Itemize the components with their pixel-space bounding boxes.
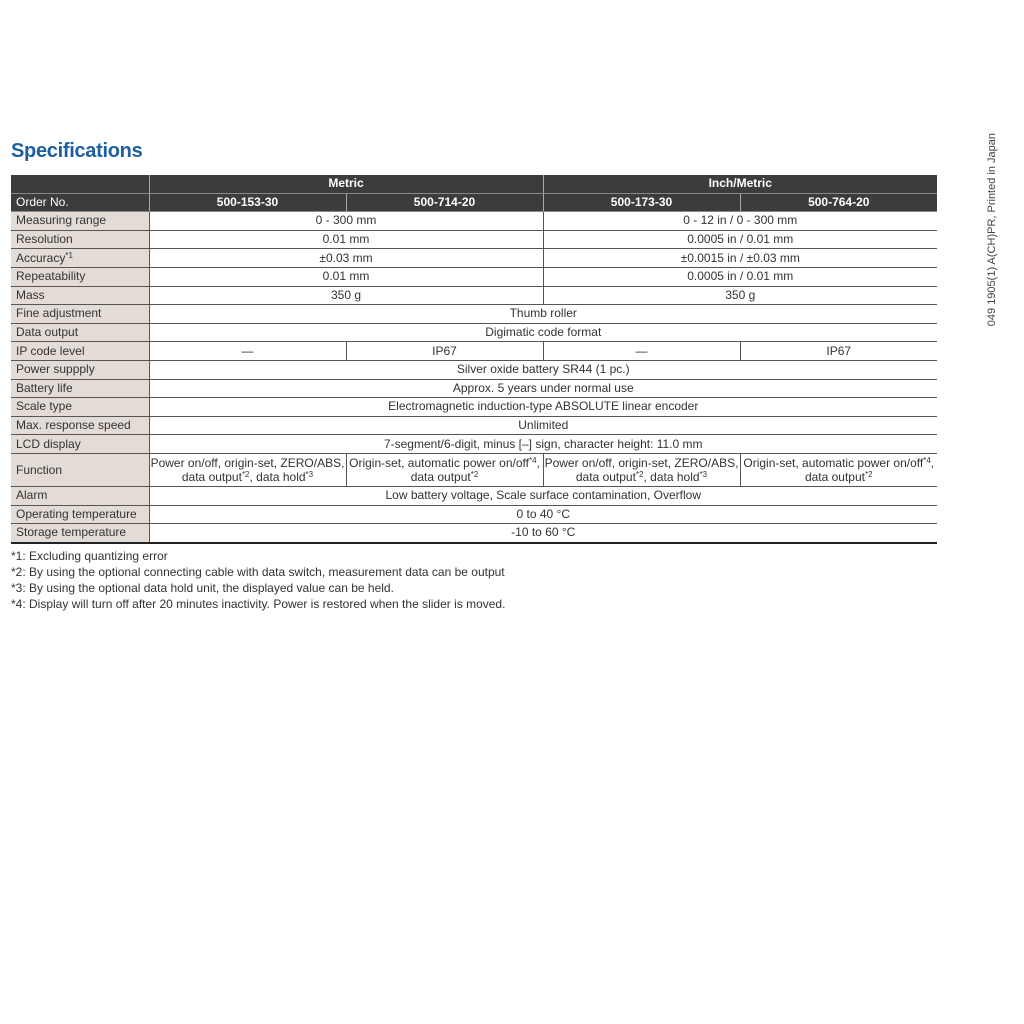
row-value: IP67 — [740, 342, 937, 361]
footnote-ref: *2 — [470, 469, 479, 479]
row-value: Unlimited — [149, 416, 937, 435]
row-value: Approx. 5 years under normal use — [149, 379, 937, 398]
footnote-ref: *4 — [528, 455, 537, 465]
row-label: Alarm — [11, 486, 149, 505]
row-value: Silver oxide battery SR44 (1 pc.) — [149, 360, 937, 379]
table-row — [11, 323, 937, 342]
row-value: 0 to 40 °C — [149, 505, 937, 524]
row-label: Repeatability — [11, 267, 149, 286]
row-value: Electromagnetic induction-type ABSOLUTE linear encoder — [149, 398, 937, 417]
footnote: *1: Excluding quantizing error — [11, 549, 168, 563]
row-value: -10 to 60 °C — [149, 524, 937, 543]
row-value: Low battery voltage, Scale surface contamination, Overflow — [149, 486, 937, 505]
function-text: data output — [804, 469, 865, 484]
footnote-ref: *2 — [635, 469, 644, 479]
function-text: , — [930, 455, 935, 470]
footnote: *4: Display will turn off after 20 minutes inactivity. Power is restored when the slider is moved. — [11, 597, 506, 611]
row-value: 7-segment/6-digit, minus [–] sign, character height: 11.0 mm — [149, 435, 937, 454]
function-text: data output — [181, 469, 242, 484]
function-text: Origin-set, automatic power on/off — [743, 455, 924, 470]
header-metric: Metric — [149, 175, 543, 193]
table-row — [11, 212, 937, 231]
row-value: 0.0005 in / 0.01 mm — [543, 267, 937, 286]
page-title: Specifications — [11, 140, 143, 162]
row-value: 0.0005 in / 0.01 mm — [543, 230, 937, 249]
function-cell — [149, 453, 346, 486]
row-label: Measuring range — [11, 212, 149, 231]
row-label — [11, 249, 149, 268]
row-label-text: Accuracy — [16, 250, 66, 265]
row-value: 0.01 mm — [149, 267, 543, 286]
row-label: Data output — [11, 323, 149, 342]
footnote: *2: By using the optional connecting cable with data switch, measurement data can be output — [11, 565, 505, 579]
row-value: 350 g — [543, 286, 937, 305]
row-label: Fine adjustment — [11, 305, 149, 324]
footnote-ref: *4 — [923, 455, 931, 465]
row-label: LCD display — [11, 435, 149, 454]
table-row — [11, 230, 937, 249]
table-row — [11, 286, 937, 305]
row-value: 0.01 mm — [149, 230, 543, 249]
function-text: , data hold — [643, 469, 700, 484]
row-label: Function — [11, 453, 149, 486]
row-label: Scale type — [11, 398, 149, 417]
table-row — [11, 505, 937, 524]
function-text: , — [536, 455, 540, 470]
function-text: Power on/off, origin-set, ZERO/ABS, — [544, 455, 739, 470]
side-note-text: 049 1905(1) A(CH)PR, Printed in Japan — [986, 133, 998, 327]
table-row — [11, 486, 937, 505]
function-text: data output — [410, 469, 471, 484]
table-row — [11, 416, 937, 435]
table-row — [11, 267, 937, 286]
table-row — [11, 360, 937, 379]
order-number: 500-173-30 — [543, 193, 740, 212]
group-header-row — [11, 175, 937, 193]
row-label: Operating temperature — [11, 505, 149, 524]
header-blank — [11, 175, 149, 193]
row-value: 0 - 12 in / 0 - 300 mm — [543, 212, 937, 231]
row-label: Power suppply — [11, 360, 149, 379]
side-note — [984, 133, 1000, 327]
table-row — [11, 305, 937, 324]
footnote: *3: By using the optional data hold unit, the displayed value can be held. — [11, 581, 394, 595]
footnote-ref: *2 — [865, 469, 873, 479]
row-value: Digimatic code format — [149, 323, 937, 342]
row-label: IP code level — [11, 342, 149, 361]
specifications-table — [11, 175, 937, 544]
order-label: Order No. — [11, 193, 149, 212]
row-value: ±0.03 mm — [149, 249, 543, 268]
footnotes — [11, 548, 505, 612]
table-row — [11, 524, 937, 543]
table-row-function — [11, 453, 937, 486]
footnote-ref: *3 — [699, 469, 708, 479]
function-cell — [346, 453, 543, 486]
function-text: Origin-set, automatic power on/off — [349, 455, 529, 470]
row-value: — — [543, 342, 740, 361]
table-row — [11, 342, 937, 361]
row-label: Resolution — [11, 230, 149, 249]
order-row — [11, 193, 937, 212]
function-text: data output — [575, 469, 636, 484]
row-label: Max. response speed — [11, 416, 149, 435]
row-label: Mass — [11, 286, 149, 305]
row-value: Thumb roller — [149, 305, 937, 324]
table-row — [11, 435, 937, 454]
row-value: ±0.0015 in / ±0.03 mm — [543, 249, 937, 268]
order-number: 500-714-20 — [346, 193, 543, 212]
function-text: , data hold — [249, 469, 306, 484]
table-row — [11, 379, 937, 398]
row-value: 0 - 300 mm — [149, 212, 543, 231]
row-value: 350 g — [149, 286, 543, 305]
table-row — [11, 398, 937, 417]
function-cell — [543, 453, 740, 486]
row-value: IP67 — [346, 342, 543, 361]
row-label: Battery life — [11, 379, 149, 398]
footnote-ref: *3 — [305, 469, 314, 479]
row-label: Storage temperature — [11, 524, 149, 543]
function-cell — [740, 453, 937, 486]
order-number: 500-764-20 — [740, 193, 937, 212]
row-value: — — [149, 342, 346, 361]
footnote-ref: *1 — [65, 250, 73, 260]
footnote-ref: *2 — [241, 469, 250, 479]
table-row — [11, 249, 937, 268]
order-number: 500-153-30 — [149, 193, 346, 212]
function-text: Power on/off, origin-set, ZERO/ABS, — [150, 455, 345, 470]
header-inch-metric: Inch/Metric — [543, 175, 937, 193]
